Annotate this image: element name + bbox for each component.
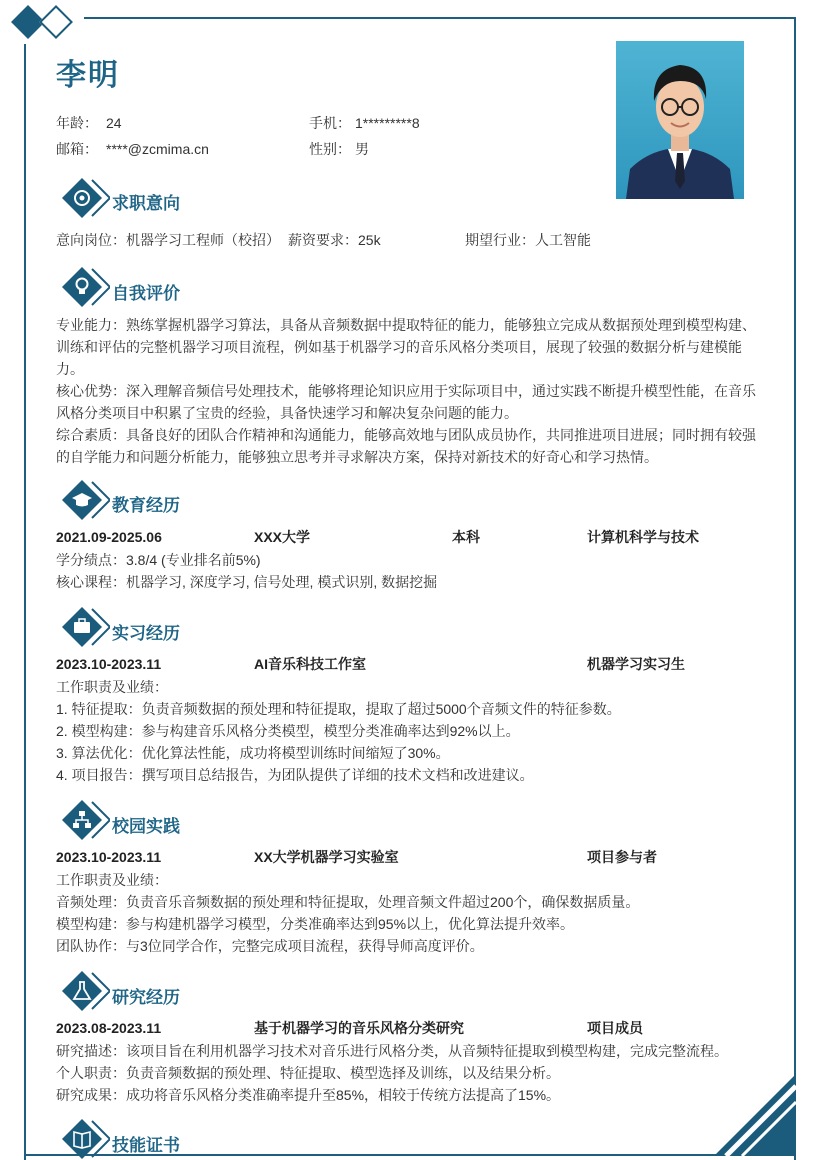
research-role: 项目成员 (587, 1020, 643, 1036)
frame-left-line (24, 44, 26, 1160)
frame-top-line (84, 17, 796, 19)
target-icon (58, 178, 110, 218)
phone-field (309, 113, 420, 133)
network-icon (58, 800, 110, 840)
email-label: 邮箱： (56, 141, 98, 157)
campus-org: XX大学机器学习实验室 (254, 849, 399, 865)
self-eval-advantages: 核心优势：深入理解音频信号处理技术，能够将理论知识应用于实际项目中，通过实践不断提升模型性能，在音乐风格分类项目中积累了宝贵的经验，具备快速学习和解决复杂问题的能力。 (56, 383, 756, 421)
email-field (56, 139, 209, 159)
education-courses: 核心课程：机器学习, 深度学习, 信号处理, 模式识别, 数据挖掘 (56, 574, 438, 590)
email-value: ****@zcmima.cn (106, 141, 209, 157)
section-title-skills: 技能证书 (112, 1136, 180, 1155)
education-school: XXX大学 (254, 529, 311, 545)
age-field (56, 113, 122, 133)
internship-line: 2. 模型构建：参与构建音乐风格分类模型，模型分类准确率达到92%以上。 (56, 723, 520, 739)
research-line: 个人职责：负责音频数据的预处理、特征提取、模型选择及训练，以及结果分析。 (56, 1065, 560, 1081)
campus-role: 项目参与者 (587, 849, 657, 865)
section-title-internship: 实习经历 (112, 624, 180, 643)
campus-period: 2023.10-2023.11 (56, 849, 162, 865)
internship-line: 工作职责及业绩： (56, 679, 168, 695)
internship-line: 3. 算法优化：优化算法性能，成功将模型训练时间缩短了30%。 (56, 745, 450, 761)
logo-diamond-outline (39, 5, 73, 39)
frame-right-line (794, 17, 796, 1160)
education-period: 2021.09-2025.06 (56, 529, 162, 545)
education-major: 计算机科学与技术 (587, 529, 699, 545)
intent-industry: 期望行业：人工智能 (465, 232, 591, 248)
section-title-intent: 求职意向 (112, 194, 180, 213)
education-degree: 本科 (452, 529, 480, 545)
education-gpa: 学分绩点：3.8/4 (专业排名前5%) (56, 552, 261, 568)
research-line: 研究描述：该项目旨在利用机器学习技术对音乐进行风格分类，从音频特征提取到模型构建，完成完整流程。 (56, 1043, 728, 1059)
gender-field (309, 139, 369, 159)
corner-decoration (714, 1074, 796, 1156)
internship-company: AI音乐科技工作室 (254, 656, 366, 672)
campus-line: 音频处理：负责音乐音频数据的预处理和特征提取，处理音频文件超过200个，确保数据质量。 (56, 894, 640, 910)
research-line: 研究成果：成功将音乐风格分类准确率提升至85%，相较于传统方法提高了15%。 (56, 1087, 561, 1103)
graduation-cap-icon (58, 480, 110, 520)
gender-label: 性别： (309, 141, 351, 157)
phone-value: 1*********8 (355, 115, 420, 131)
intent-position: 意向岗位：机器学习工程师（校招） (56, 232, 280, 248)
intent-salary: 薪资要求：25k (288, 232, 381, 248)
research-topic: 基于机器学习的音乐风格分类研究 (254, 1020, 464, 1036)
campus-line: 工作职责及业绩： (56, 872, 168, 888)
age-label: 年龄： (56, 115, 98, 131)
self-eval-qualities: 综合素质：具备良好的团队合作精神和沟通能力，能够高效地与团队成员协作，共同推进项目进展；同时拥有较强的自学能力和问题分析能力，能够独立思考并寻求解决方案，保持对新技术的好奇心和学习热情。 (56, 427, 756, 465)
phone-label: 手机： (309, 115, 351, 131)
campus-line: 团队协作：与3位同学合作，完整完成项目流程，获得导师高度评价。 (56, 938, 484, 954)
self-eval-professional: 专业能力：熟练掌握机器学习算法，具备从音频数据中提取特征的能力，能够独立完成从数据预处理到模型构建、训练和评估的完整机器学习项目流程，例如基于机器学习的音乐风格分类项目，展现了较强的数据分析与建模能力。 (56, 317, 756, 377)
section-title-research: 研究经历 (112, 988, 180, 1007)
internship-line: 1. 特征提取：负责音频数据的预处理和特征提取，提取了超过5000个音频文件的特征参数。 (56, 701, 621, 717)
internship-line: 4. 项目报告：撰写项目总结报告，为团队提供了详细的技术文档和改进建议。 (56, 767, 534, 783)
section-title-education: 教育经历 (112, 496, 180, 515)
profile-photo (616, 41, 744, 199)
flask-icon (58, 971, 110, 1011)
research-period: 2023.08-2023.11 (56, 1020, 162, 1036)
book-icon (58, 1119, 110, 1159)
section-title-campus: 校园实践 (112, 817, 180, 836)
campus-line: 模型构建：参与构建机器学习模型，分类准确率达到95%以上，优化算法提升效率。 (56, 916, 575, 932)
section-title-self-eval: 自我评价 (112, 284, 180, 303)
age-value: 24 (106, 115, 122, 131)
candidate-name: 李明 (56, 59, 120, 92)
gender-value: 男 (355, 141, 369, 157)
internship-role: 机器学习实习生 (587, 656, 685, 672)
bulb-icon (58, 267, 110, 307)
internship-period: 2023.10-2023.11 (56, 656, 162, 672)
briefcase-icon (58, 607, 110, 647)
